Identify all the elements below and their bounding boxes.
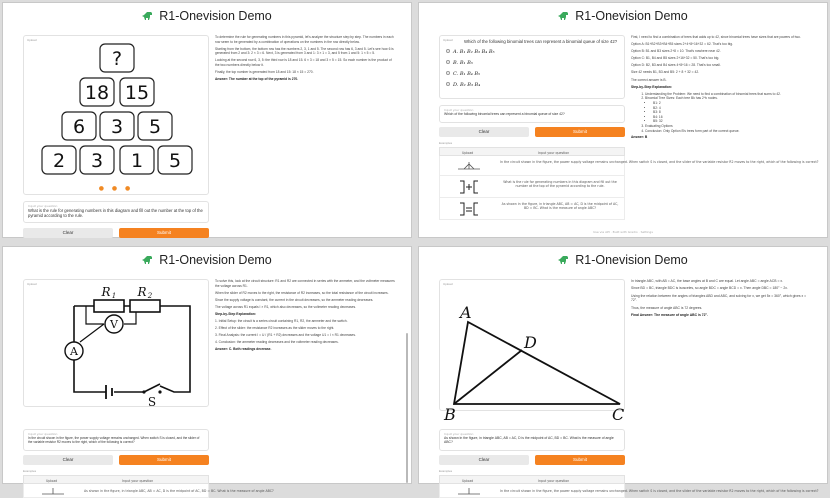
answer-paragraph: The voltage across R1 equals I × R1, which also decreases, so the voltmeter reading decreases. <box>215 304 357 309</box>
pyramid-top: ? <box>111 48 123 70</box>
pagination-dots[interactable]: ● ● ● <box>98 185 134 192</box>
image-tag: Upload <box>27 282 37 286</box>
voltmeter-label: V <box>110 318 118 331</box>
example-row[interactable] <box>439 156 819 176</box>
gradio-footer[interactable]: Use via API · Built with Gradio · Settings <box>593 230 653 234</box>
examples-col-image: Upload <box>462 151 474 155</box>
example-thumbnail <box>454 201 484 217</box>
final-answer: Answer: B <box>631 135 648 140</box>
app-title <box>3 9 411 23</box>
example-question: In the circuit shown in the figure, the power supply voltage remains unchanged. When switch S is closed, and the slider of the variable resistor R2 moves to the right, which of the following is correct? <box>500 489 819 493</box>
dinosaur-logo-icon <box>142 255 154 265</box>
answer-paragraph: Starting from the bottom, the bottom row has the numbers 2, 3, 1 and 5. The second row has 6, 3 and 5. Let's see how 6 is generated from 2 and 3: 2 × 3 = 6. Next, 3 is generated from 3 and 1: 3 × 1 = 3, and 5 from 1 and 5: 1 × 5 = 5. <box>215 46 394 56</box>
ammeter-label: A <box>70 345 78 358</box>
dinosaur-logo-icon <box>142 11 154 21</box>
resistor-r2-label: R <box>137 285 147 299</box>
submit-button[interactable]: Submit <box>535 127 625 137</box>
step-subitem: • B5: 32 <box>653 119 813 124</box>
option-text: A. B₁ B₂ B₃ B₄ B₅ <box>453 49 495 55</box>
pyramid-cell: 15 <box>124 82 150 104</box>
answer-paragraph: First, I need to find a combination of trees that adds up to 42, since binomial trees have sizes that are powers of two. <box>631 35 801 39</box>
answer-paragraph: Looking at the second row 6, 3, 5: the third row is 18 and 15. 6 × 3 = 18 and 3 × 5 = 15. So each number is the product of the two numbers directly below it. <box>215 58 392 67</box>
image-tag: Upload <box>443 282 453 286</box>
clear-button[interactable]: Clear <box>23 455 113 465</box>
answer-line: Option C: B1, B4 and B5 sizes 2+16+32 = 50. That's too big. <box>631 56 720 61</box>
examples-header <box>439 475 625 484</box>
steps-title: Step-by-Step Explanation: <box>631 84 673 89</box>
examples-col-image: Upload <box>46 479 58 483</box>
image-upload-area[interactable] <box>23 35 209 195</box>
question-label: Input your question <box>444 108 474 112</box>
example-question: What is the rule for generating numbers in this diagram and fill out the number at the top of the pyramid according to the rule. <box>503 180 617 188</box>
answer-paragraph: Thus, the measure of angle ABC is 72 degrees. <box>631 305 703 310</box>
image-upload-area[interactable] <box>439 35 625 99</box>
question-text[interactable]: Which of the following binomial trees can represent a binomial queue of size 42? <box>444 112 565 116</box>
step-subitem: • B2: 4 <box>653 106 813 111</box>
app-title-text: R1-Onevision Demo <box>575 253 688 267</box>
example-row[interactable] <box>439 198 625 220</box>
example-thumbnail <box>454 160 484 172</box>
submit-button[interactable]: Submit <box>119 455 209 465</box>
pyramid-cell: 3 <box>110 116 124 138</box>
examples-col-question: Input your question <box>122 479 154 483</box>
radio-icon <box>446 82 450 86</box>
model-answer <box>631 279 813 477</box>
app-title <box>419 9 827 23</box>
question-label: Input your question <box>28 204 58 208</box>
pyramid-cell: 3 <box>90 150 104 172</box>
answer-paragraph: Since the supply voltage is constant, the current in the circuit decreases, so the ammeter reading decreases. <box>215 297 374 302</box>
pyramid-cell: 6 <box>72 116 86 138</box>
resistor-r1-label: R <box>101 285 111 299</box>
question-textbox[interactable] <box>23 429 209 451</box>
question-text[interactable]: As shown in the figure, in triangle ABC, AB = AC, D is the midpoint of AC, BD = BC. What is the measure of angle ABC? <box>444 436 614 445</box>
vertex-b-label: B <box>444 405 456 424</box>
answer-paragraph: When the slider of R2 moves to the right, the resistance of R2 increases, so the total resistance of the circuit increases. <box>215 290 389 295</box>
step-item: 3. Final Analysis: the current I = U / (R1 + R2) decreases and the voltage U1 = I × R1 decreases. <box>215 333 356 338</box>
question-textbox[interactable] <box>23 201 209 223</box>
example-question: As shown in the figure, in triangle ABC, AB = AC, D is the midpoint of AC, BD = BC. What is the measure of angle ABC? <box>84 489 274 493</box>
option-d <box>446 82 480 88</box>
demo-panel-triangle <box>418 246 828 493</box>
image-tag: Upload <box>27 38 37 42</box>
question-label: Input your question <box>444 432 474 436</box>
example-row[interactable] <box>439 484 819 498</box>
question-textbox[interactable] <box>439 105 625 123</box>
resistor-r1-subscript: 1 <box>111 292 117 300</box>
radio-icon <box>446 71 450 75</box>
answer-paragraph: Using the relation between the angles of triangles ABD and ABC, and solving for x, we get 5x = 360°, which gives x = 72°. <box>631 293 807 303</box>
radio-icon <box>446 60 450 64</box>
examples-col-question: Input your question <box>538 151 570 155</box>
answer-paragraph: To solve this, look at the circuit structure: R1 and R2 are connected in series with the ammeter, and the voltmeter measures the voltage across R1. <box>215 279 395 288</box>
submit-button[interactable]: Submit <box>535 455 625 465</box>
triangle-diagram-image <box>440 280 626 424</box>
step-subitem: • B4: 16 <box>653 115 813 120</box>
option-text: B. B₁ B₃ <box>453 60 473 66</box>
examples-col-image: Upload <box>462 479 474 483</box>
clear-button[interactable]: Clear <box>439 127 529 137</box>
question-text[interactable]: In the circuit shown in the figure, the power supply voltage remains unchanged. When switch S is closed, and the slider of the variable resistor R2 moves to the right, which of the following is correct? <box>28 436 200 445</box>
step-subitem: • B1: 2 <box>653 101 813 106</box>
step-item: 1. Initial Setup: the circuit is a series circuit containing R1, R2, the ammeter and the switch. <box>215 319 348 324</box>
image-upload-area[interactable] <box>23 279 209 407</box>
app-title-text: R1-Onevision Demo <box>159 253 272 267</box>
dinosaur-logo-icon <box>558 11 570 21</box>
final-answer: Answer: The number at the top of the pyramid is 270. <box>215 77 299 82</box>
answer-line: Option B: B1 and B3 sizes 2+8 = 10. That's nowhere near 42. <box>631 49 721 54</box>
step-item: 2. Binomial Tree Sizes: Each tree Bk has 2^k nodes. <box>645 96 813 101</box>
point-d-label: D <box>524 333 537 352</box>
option-a <box>446 49 495 55</box>
app-title <box>419 253 827 267</box>
pyramid-cell: 5 <box>168 150 182 172</box>
answer-line: Option D: B2, B3 and B4 sizes 4+8+16 = 28. That's too small. <box>631 63 721 68</box>
answer-line: Option A: B1+B2+B3+B4+B5 sizes 2+4+8+16+32 = 62. That's too big. <box>631 42 734 47</box>
number-pyramid-image <box>24 36 210 196</box>
examples-label: Examples <box>23 469 37 473</box>
clear-button[interactable]: Clear <box>439 455 529 465</box>
vertex-c-label: C <box>612 405 625 424</box>
model-answer <box>631 35 813 231</box>
examples-col-question: Input your question <box>538 479 570 483</box>
submit-button[interactable]: Submit <box>119 228 209 238</box>
app-title <box>3 253 411 267</box>
step-item: 1. Understanding the Problem: We need to find a combination of binomial trees that sums to 42. <box>645 92 813 97</box>
demo-panel-binomial <box>418 2 828 238</box>
step-item: 4. Conclusion: Only Option B's trees form part of the correct queue. <box>645 129 813 134</box>
circuit-diagram-image <box>24 280 210 408</box>
option-text: D. B₂ B₃ B₄ <box>453 82 481 88</box>
image-question-text: Which of the following binomial trees can represent a binomial queue of size 42? <box>464 39 618 44</box>
resistor-r2-subscript: 2 <box>147 292 153 300</box>
app-title-text: R1-Onevision Demo <box>159 9 272 23</box>
radio-icon <box>446 49 450 53</box>
answer-line: Size 42 needs B1, B3 and B5: 2 + 8 + 32 = 42. <box>631 70 700 75</box>
steps-title: Step-by-Step Explanation: <box>215 311 257 316</box>
examples-header <box>439 147 625 156</box>
demo-panel-pyramid <box>2 2 412 238</box>
answer-paragraph: Since BD = BC, triangle BDC is isosceles, so angle BDC = angle BCD = x. Then angle DBC = 180° − 2x. <box>631 286 788 291</box>
question-label: Input your question <box>28 432 58 436</box>
example-row[interactable] <box>439 176 625 198</box>
example-question: In the circuit shown in the figure, the power supply voltage remains unchanged. When switch S is closed, and the slider of the variable resistor R2 moves to the right, which of the following is correct? <box>500 160 819 164</box>
pyramid-cell: 18 <box>84 82 110 104</box>
final-answer: Final Answer: The measure of angle ABC is 72°. <box>631 312 708 317</box>
question-textbox[interactable] <box>439 429 625 451</box>
clear-button[interactable]: Clear <box>23 228 113 238</box>
answer-paragraph: In triangle ABC, with AB = AC, the base angles at B and C are equal. Let angle ABC = angle ACB = x. <box>631 279 784 283</box>
example-thumbnail <box>454 179 484 195</box>
demo-panel-circuit <box>2 246 412 493</box>
step-item: 2. Effect of the slider: the resistance R2 increases as the slider moves to the right. <box>215 326 335 331</box>
answer-paragraph: To determine the rule for generating numbers in this pyramid, let's analyze the structure step by step. The numbers in each row seem to be generated by a combination of operations on the numbers in the row directly below. <box>215 35 394 44</box>
step-item: 3. Evaluating Options <box>645 124 813 129</box>
pyramid-cell: 2 <box>52 150 66 172</box>
examples-label: Examples <box>439 141 453 145</box>
examples-header <box>23 475 209 484</box>
examples-label: Examples <box>439 469 453 473</box>
question-text[interactable]: What is the rule for generating numbers in this diagram and fill out the number at the top of the pyramid according to the rule. <box>28 208 203 219</box>
example-thumbnail <box>454 486 484 496</box>
option-b <box>446 60 473 66</box>
example-question: As shown in the figure, in triangle ABC, AB = AC, D is the midpoint of AC, BD = BC. What is the measure of angle ABC? <box>501 202 619 210</box>
answer-scrollbar[interactable] <box>406 333 408 483</box>
example-row[interactable] <box>23 484 274 498</box>
dinosaur-logo-icon <box>558 255 570 265</box>
step-subitem: • B3: 8 <box>653 110 813 115</box>
pyramid-cell: 1 <box>130 150 144 172</box>
final-answer: Answer: C. Both readings decrease. <box>215 347 272 352</box>
option-c <box>446 71 480 77</box>
example-thumbnail <box>38 486 68 496</box>
answer-paragraph: Finally, the top number is generated from 18 and 15: 18 × 15 = 270. <box>215 70 314 75</box>
model-answer <box>215 35 397 231</box>
model-answer <box>215 279 397 477</box>
pyramid-cell: 5 <box>148 116 162 138</box>
step-item: 4. Conclusion: the ammeter reading decreases and the voltmeter reading decreases. <box>215 340 339 345</box>
image-upload-area[interactable] <box>439 279 625 424</box>
app-title-text: R1-Onevision Demo <box>575 9 688 23</box>
image-tag: Upload <box>443 38 453 42</box>
answer-line: The correct answer is B. <box>631 77 667 82</box>
switch-label: S <box>147 395 157 409</box>
option-text: C. B₁ B₄ B₅ <box>453 71 481 77</box>
vertex-a-label: A <box>460 303 472 322</box>
